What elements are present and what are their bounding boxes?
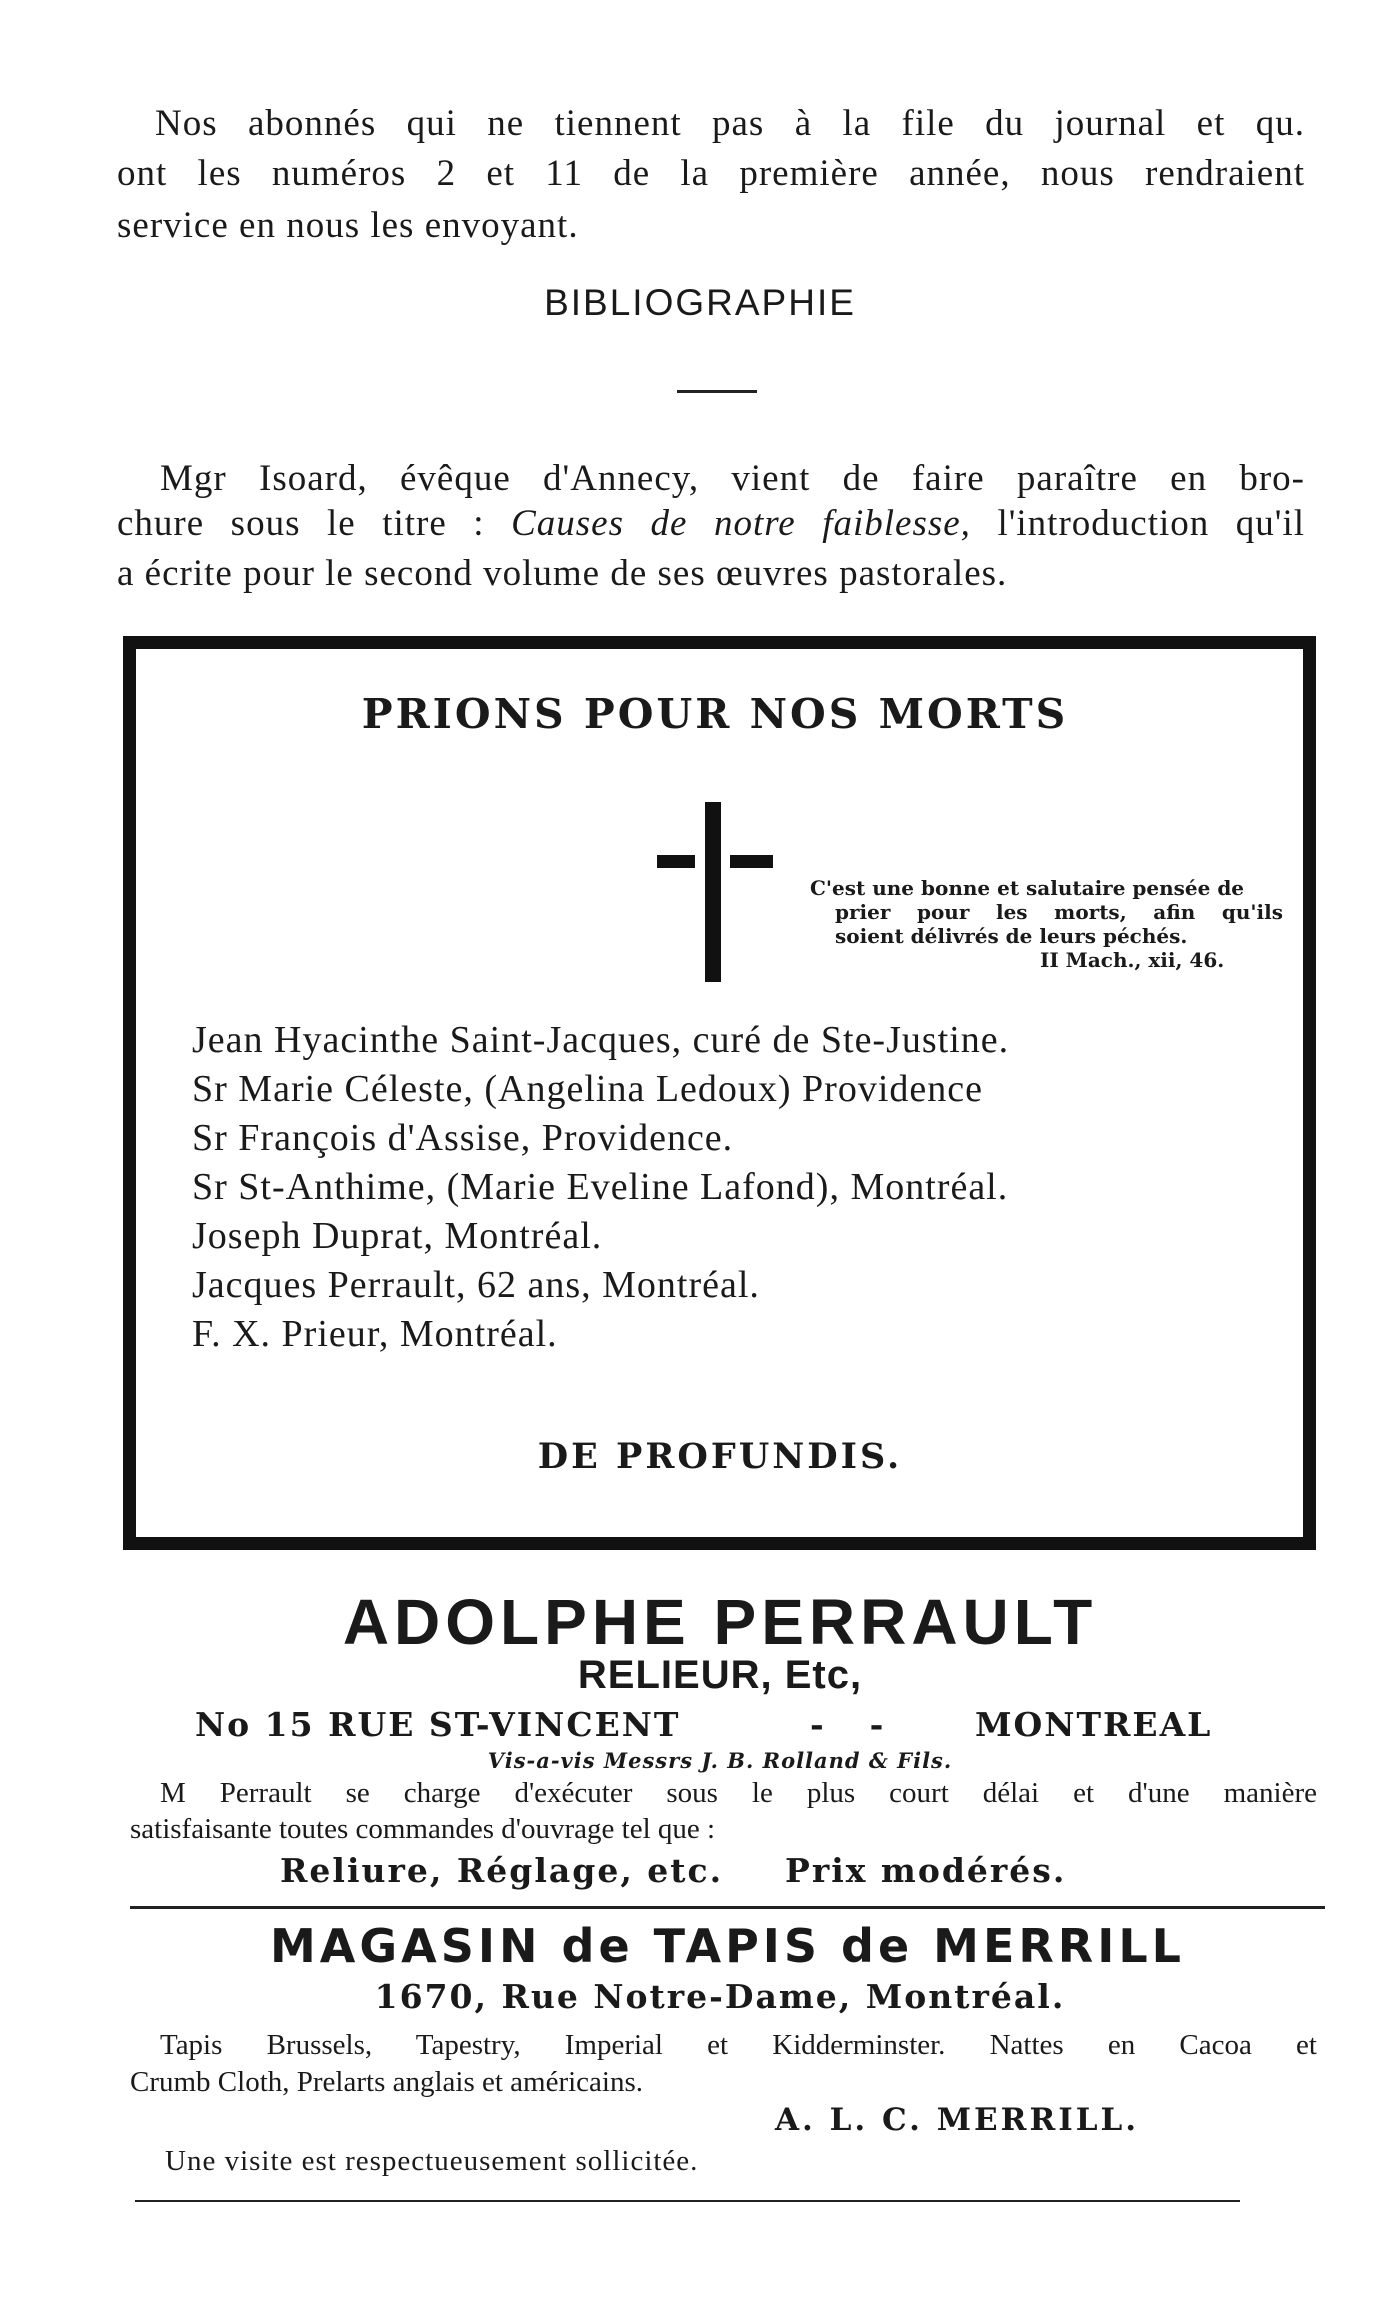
merrill-description-1: Tapis Brussels, Tapestry, Imperial et Kidderminster. Nattes en Cacoa et [160, 2029, 1317, 2061]
quote-line-1: C'est une bonne et salutaire pensée de [810, 876, 1245, 900]
perrault-name: ADOLPHE PERRAULT [342, 1586, 1098, 1658]
perrault-city: MONTREAL [975, 1705, 1213, 1744]
quote-reference: II Mach., xii, 46. [1040, 948, 1225, 972]
merrill-description-2: Crumb Cloth, Prelarts anglais et américains. [130, 2066, 644, 2098]
deceased-name: Joseph Duprat, Montréal. [192, 1215, 603, 1257]
bibliography-divider [677, 390, 757, 393]
bibliography-heading: BIBLIOGRAPHIE [544, 282, 856, 323]
deceased-name: F. X. Prieur, Montréal. [192, 1313, 558, 1355]
bibliography-line-2 [117, 500, 1305, 547]
bibliography-line-3: a écrite pour le second volume de ses œuvres pastorales. [117, 553, 1008, 594]
merrill-address: 1670, Rue Notre-Dame, Montréal. [374, 1977, 1066, 2016]
perrault-description-1: M Perrault se charge d'exécuter sous le plus court délai et d'une manière [160, 1777, 1317, 1809]
bottom-rule [135, 2200, 1240, 2202]
bibliography-book-title: Causes de notre faiblesse, [511, 503, 971, 544]
notice-line-1: Nos abonnés qui ne tiennent pas à la file du journal et qu. [155, 103, 1305, 144]
deceased-name: Jacques Perrault, 62 ans, Montréal. [192, 1264, 760, 1306]
perrault-address: No 15 RUE ST-VINCENT [195, 1705, 681, 1744]
perrault-description-2: satisfaisante toutes commandes d'ouvrage tel que : [130, 1813, 716, 1845]
perrault-trade: RELIEUR, Etc, [577, 1653, 863, 1697]
obituary-heading: PRIONS POUR NOS MORTS [361, 690, 1069, 738]
perrault-services: Reliure, Réglage, etc. [280, 1851, 724, 1890]
ad-divider [130, 1906, 1325, 1909]
perrault-prices: Prix modérés. [785, 1851, 1067, 1890]
bibliography-line-1: Mgr Isoard, évêque d'Annecy, vient de faire paraître en bro- [160, 458, 1305, 499]
frame-left [123, 636, 136, 1550]
deceased-name: Sr Marie Céleste, (Angelina Ledoux) Providence [192, 1068, 983, 1110]
quote-line-2: prier pour les morts, afin qu'ils [835, 900, 1283, 924]
quote-line-3: soient délivrés de leurs péchés. [835, 924, 1188, 948]
deceased-name: Jean Hyacinthe Saint-Jacques, curé de Ste-Justine. [192, 1019, 1010, 1061]
notice-line-2: ont les numéros 2 et 11 de la première année, nous rendraient [117, 153, 1305, 194]
bibliography-line-2-start: chure sous le titre : [117, 503, 512, 544]
bibliography-line-2-end: l'introduction qu'il [970, 503, 1306, 544]
merrill-footer: Une visite est respectueusement sollicitée. [165, 2145, 699, 2177]
notice-line-3: service en nous les envoyant. [117, 205, 579, 246]
perrault-opposite: Vis-a-vis Messrs J. B. Rolland & Fils. [487, 1748, 953, 1773]
deceased-name: Sr François d'Assise, Providence. [192, 1117, 734, 1159]
perrault-separator: - - [810, 1705, 884, 1744]
merrill-signature: A. L. C. MERRILL. [775, 2102, 1140, 2138]
frame-top [123, 636, 1316, 649]
merrill-title: MAGASIN de TAPIS de MERRILL [270, 1919, 1185, 1973]
de-profundis: DE PROFUNDIS. [537, 1436, 903, 1477]
deceased-name: Sr St-Anthime, (Marie Eveline Lafond), Montréal. [192, 1166, 1009, 1208]
frame-bottom [123, 1537, 1316, 1550]
frame-right [1303, 636, 1316, 1550]
